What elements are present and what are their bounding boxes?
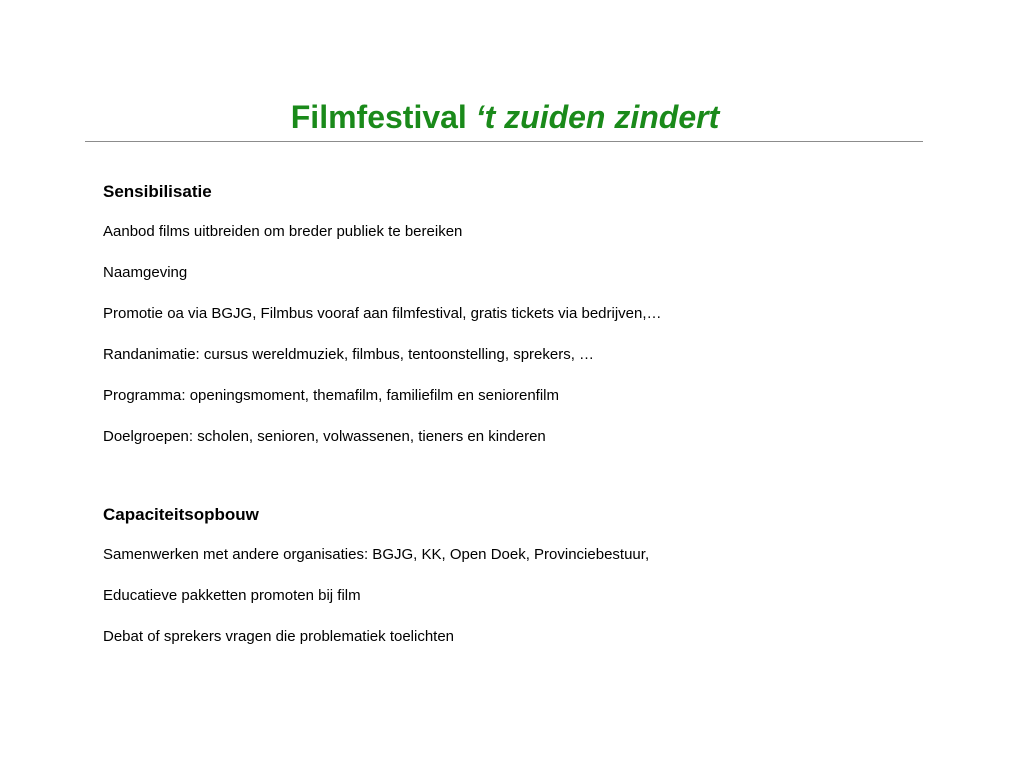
slide-title-italic: ‘t zuiden zindert	[475, 99, 720, 136]
section-capaciteitsopbouw	[103, 505, 923, 669]
title-divider	[85, 141, 923, 142]
list-item: Promotie oa via BGJG, Filmbus vooraf aan filmfestival, gratis tickets via bedrijven,…	[103, 305, 662, 322]
list-item: Educatieve pakketten promoten bij film	[103, 587, 361, 604]
section-item-list	[103, 546, 923, 646]
list-item: Doelgroepen: scholen, senioren, volwassenen, tieners en kinderen	[103, 428, 546, 445]
list-item: Debat of sprekers vragen die problematiek toelichten	[103, 628, 455, 645]
slide-title-regular: Filmfestival	[290, 99, 476, 136]
list-item: Samenwerken met andere organisaties: BGJG, KK, Open Doek, Provinciebestuur,	[103, 546, 650, 563]
section-heading: Capaciteitsopbouw	[103, 505, 259, 524]
list-item: Naamgeving	[103, 264, 188, 281]
list-item: Randanimatie: cursus wereldmuziek, filmbus, tentoonstelling, sprekers, …	[103, 346, 595, 363]
section-heading: Sensibilisatie	[103, 182, 212, 201]
section-sensibilisatie	[103, 182, 923, 469]
list-item: Aanbod films uitbreiden om breder publiek te bereiken	[103, 223, 463, 240]
section-item-list	[103, 223, 923, 446]
slide-title	[0, 97, 1010, 137]
list-item: Programma: openingsmoment, themafilm, familiefilm en seniorenfilm	[103, 387, 560, 404]
